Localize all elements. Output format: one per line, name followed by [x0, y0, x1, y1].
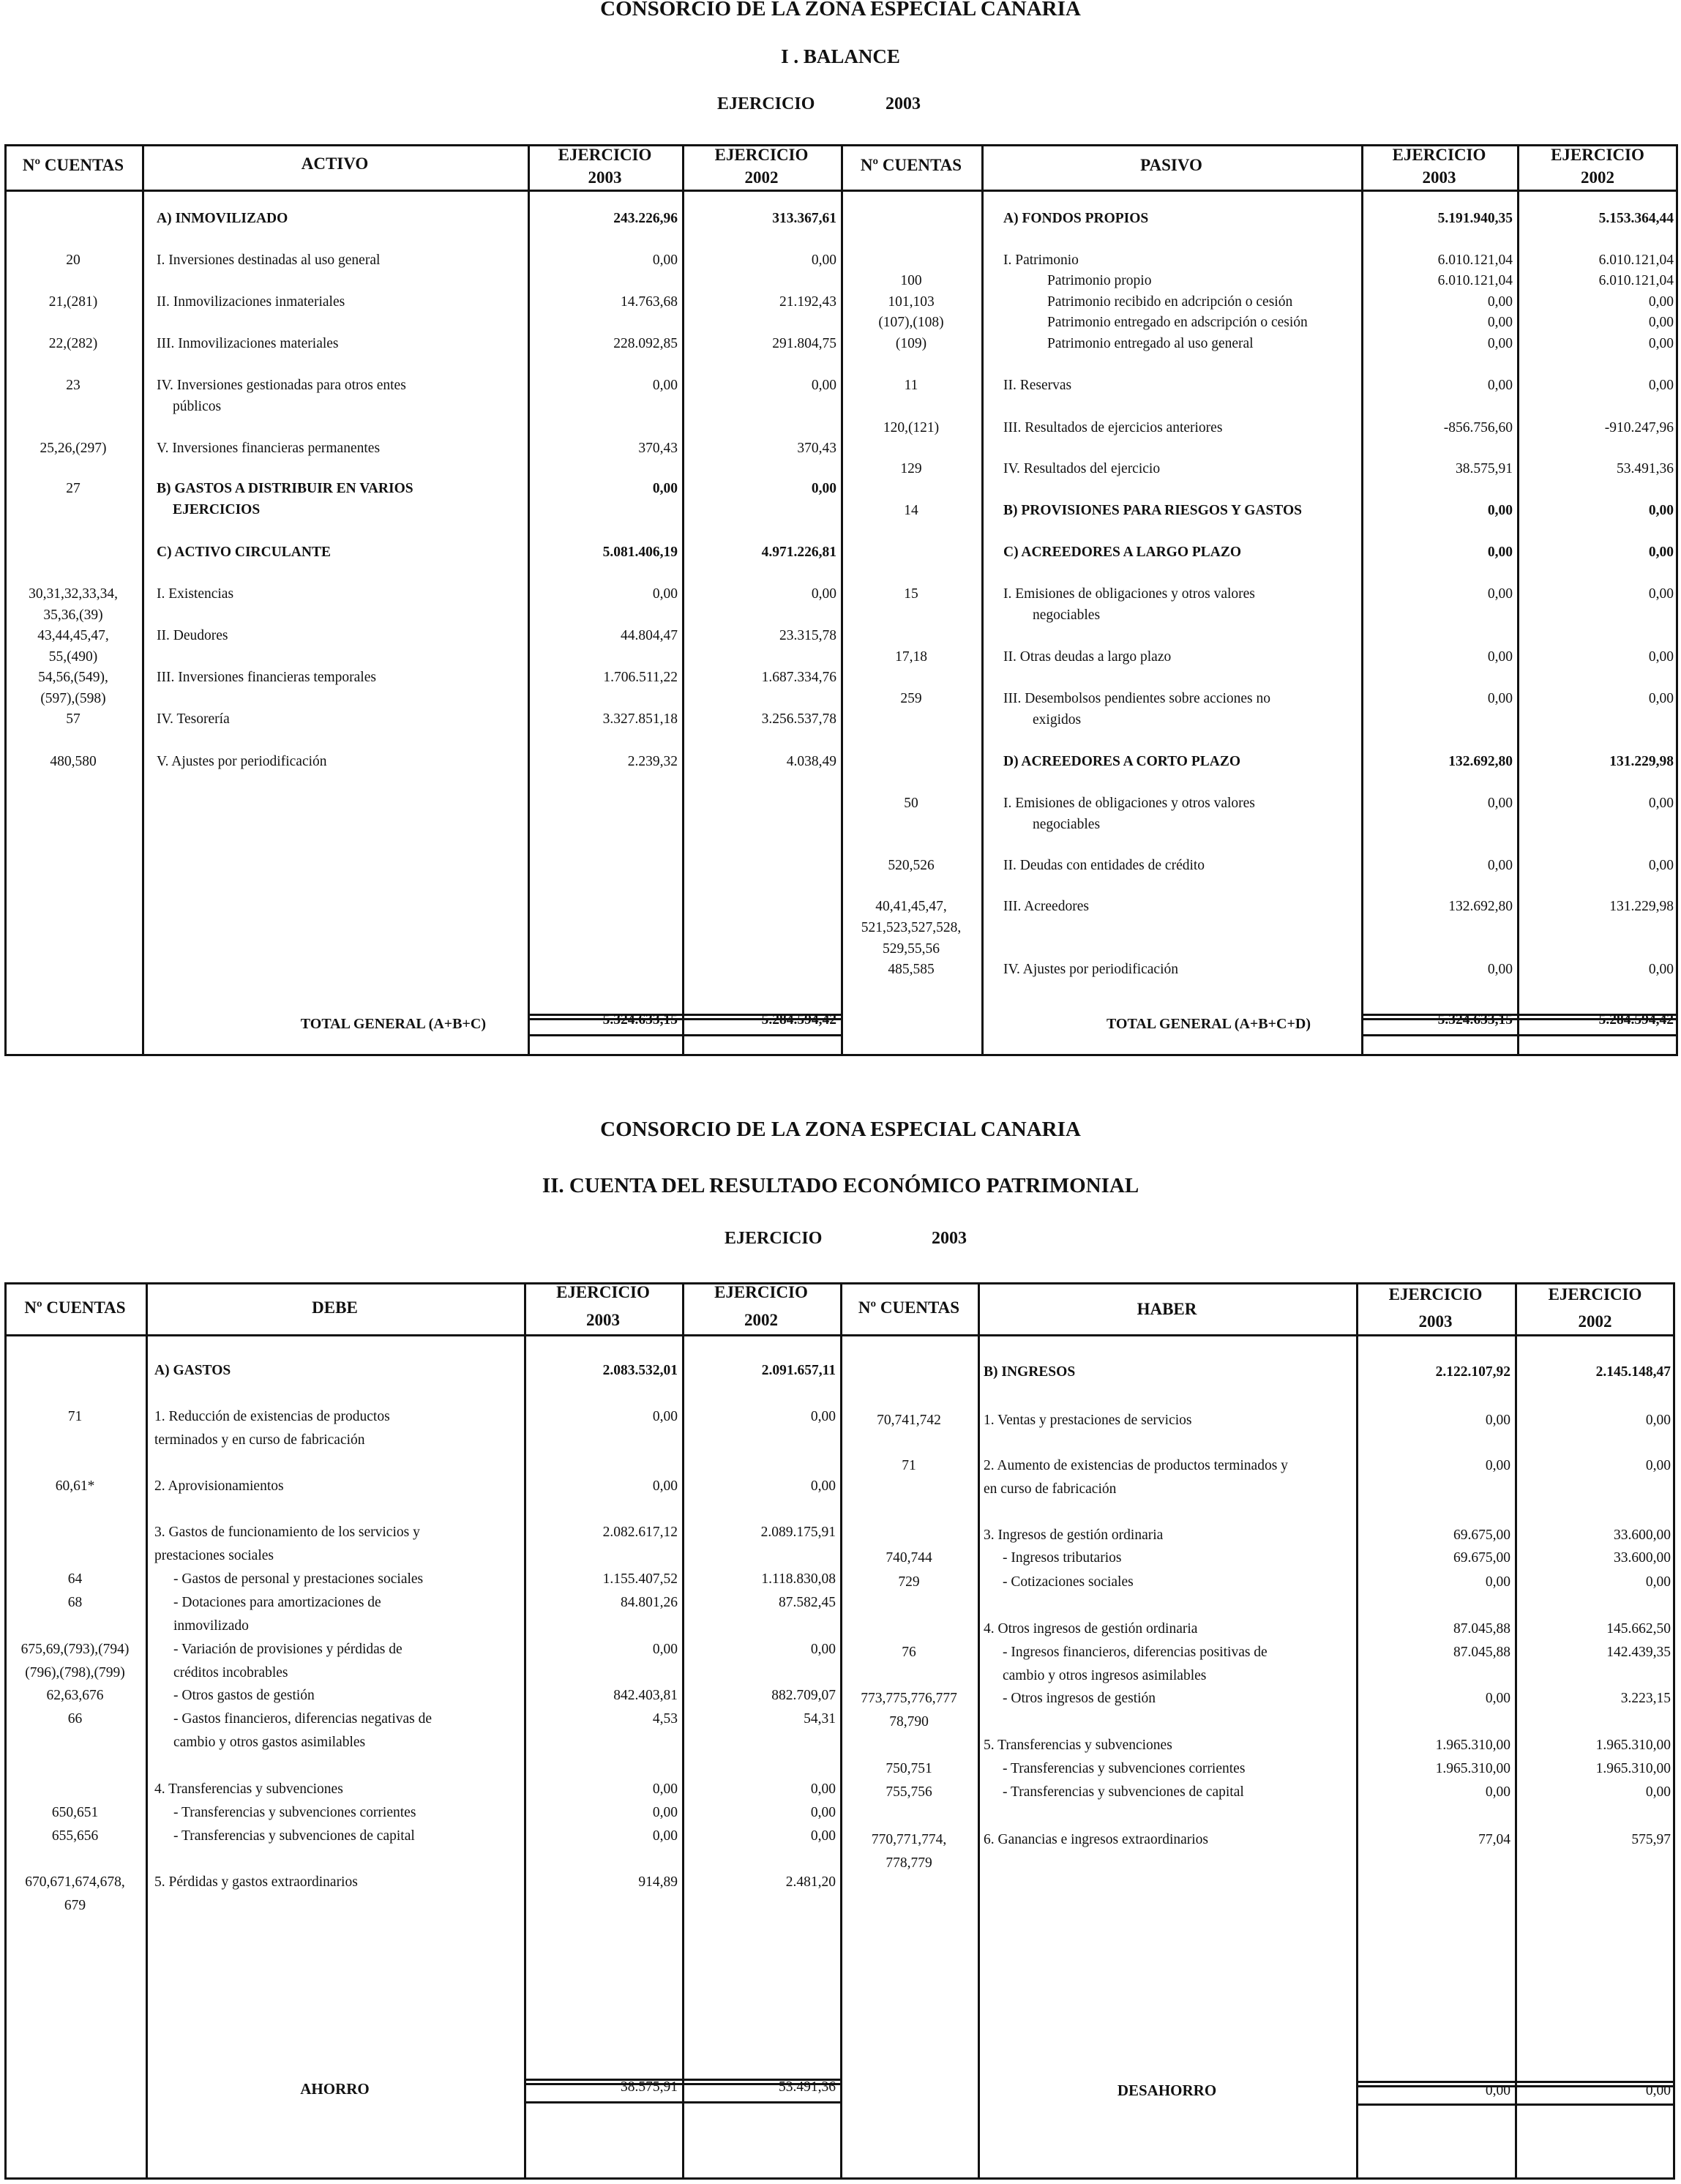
- cuentas-code: 750,751: [886, 1761, 932, 1776]
- col-header-ejercicio: EJERCICIO: [1388, 1285, 1483, 1304]
- value-2002: 1.965.310,00: [1595, 1761, 1671, 1776]
- value-2002: 4.038,49: [786, 754, 836, 769]
- cuentas-code: 54,56,(549),: [38, 670, 108, 685]
- col-header-year: 2002: [744, 168, 779, 187]
- cuentas-code: 55,(490): [48, 649, 98, 665]
- value-2003: 0,00: [1487, 691, 1513, 706]
- value-2002: 0,00: [1648, 294, 1674, 310]
- value-2003: 0,00: [1485, 1413, 1510, 1428]
- col-header-year: 2003: [1422, 168, 1456, 187]
- value-2003: 6.010.121,04: [1437, 253, 1513, 268]
- balance-ejercicio-year: 2003: [886, 94, 921, 113]
- value-2002: 0,00: [811, 253, 836, 268]
- row-label: III. Acreedores: [1003, 899, 1089, 914]
- value-2003: 87.045,88: [1453, 1621, 1510, 1637]
- row-label: III. Desembolsos pendientes sobre acciones no: [1003, 691, 1270, 706]
- cuentas-code: 773,775,776,777: [861, 1691, 957, 1706]
- value-2003: 2.083.532,01: [602, 1363, 678, 1378]
- cuentas-code: 64: [67, 1571, 83, 1587]
- col-header-cuentas: Nº CUENTAS: [860, 156, 962, 174]
- value-2002: 87.582,45: [779, 1595, 836, 1610]
- col-header-year: 2002: [744, 1311, 778, 1329]
- value-2002: 0,00: [1645, 1458, 1671, 1473]
- value-2003: 0,00: [1487, 336, 1513, 351]
- col-header-ejercicio: EJERCICIO: [1548, 1285, 1642, 1304]
- col-header-year: 2002: [1581, 168, 1614, 187]
- cuentas-code: 740,744: [886, 1550, 932, 1566]
- value-2003: 69.675,00: [1453, 1550, 1510, 1566]
- row-label: II. Deudores: [157, 628, 228, 643]
- col-header-activo: ACTIVO: [301, 154, 369, 173]
- resultado-ejercicio-label: EJERCICIO: [725, 1229, 823, 1248]
- row-label: A) FONDOS PROPIOS: [1003, 211, 1149, 226]
- value-2002: 53.491,36: [1617, 461, 1674, 476]
- value-2002: 0,00: [811, 586, 836, 602]
- row-label: créditos incobrables: [173, 1665, 288, 1680]
- value-2003: 0,00: [1487, 796, 1513, 811]
- value-2002: 0,00: [1648, 315, 1674, 330]
- row-label: terminados y en curso de fabricación: [154, 1432, 365, 1448]
- value-2002: 2.481,20: [785, 1874, 836, 1890]
- value-2002: 142.439,35: [1606, 1645, 1671, 1660]
- col-header-ejercicio: EJERCICIO: [556, 1283, 650, 1301]
- row-label: III. Inversiones financieras temporales: [157, 670, 376, 685]
- col-header-pasivo: PASIVO: [1140, 156, 1202, 174]
- cuentas-code: 120,(121): [883, 420, 940, 435]
- row-label: 5. Transferencias y subvenciones: [984, 1738, 1172, 1753]
- row-label: I. Existencias: [157, 586, 234, 602]
- value-2002: 0,00: [810, 1828, 836, 1844]
- value-2002: 0,00: [1648, 691, 1674, 706]
- value-2002: 313.367,61: [772, 211, 836, 226]
- value-2003: 0,00: [1487, 503, 1513, 518]
- value-2002: 0,00: [810, 1642, 836, 1657]
- value-2002: 3.256.537,78: [761, 711, 836, 727]
- value-2002: 882.709,07: [771, 1688, 836, 1703]
- cuentas-code: 76: [902, 1645, 916, 1660]
- cuentas-code: 50: [904, 796, 918, 811]
- total-activo-label: TOTAL GENERAL (A+B+C): [300, 1016, 486, 1032]
- cuentas-code: 27: [66, 481, 81, 496]
- cuentas-code: 11: [904, 378, 918, 393]
- value-2002: 0,00: [1645, 1413, 1671, 1428]
- value-2003: 5.081.406,19: [602, 545, 678, 560]
- value-2002: 0,00: [1648, 503, 1674, 518]
- value-2003: 0,00: [652, 481, 678, 496]
- cuentas-code: 679: [64, 1898, 86, 1913]
- value-2003: 5.191.940,35: [1437, 211, 1513, 226]
- value-2003: 0,00: [1487, 858, 1513, 873]
- value-2002: 0,00: [1648, 378, 1674, 393]
- value-2002: 54,31: [804, 1711, 836, 1727]
- value-2003: 1.965.310,00: [1435, 1761, 1510, 1776]
- row-label: 3. Gastos de funcionamiento de los servicios y: [154, 1525, 420, 1540]
- value-2003: 0,00: [652, 253, 678, 268]
- desahorro-2003: 0,00: [1485, 2083, 1510, 2098]
- cuentas-code: 14: [904, 503, 918, 518]
- row-label: 4. Otros ingresos de gestión ordinaria: [984, 1621, 1198, 1637]
- value-2003: 0,00: [652, 586, 678, 602]
- value-2002: 0,00: [1648, 336, 1674, 351]
- row-label: - Ingresos tributarios: [1003, 1550, 1122, 1566]
- cuentas-code: 30,31,32,33,34,: [29, 586, 118, 602]
- col-header-haber: HABER: [1137, 1300, 1197, 1318]
- cuentas-code: 21,(281): [48, 294, 98, 310]
- value-2002: -910.247,96: [1604, 420, 1674, 435]
- cuentas-code: (107),(108): [878, 315, 944, 330]
- value-2002: 291.804,75: [772, 336, 836, 351]
- desahorro-2002: 0,00: [1645, 2083, 1671, 2098]
- value-2003: 1.706.511,22: [603, 670, 678, 685]
- balance-ejercicio-label: EJERCICIO: [717, 94, 815, 113]
- cuentas-code: 770,771,774,: [871, 1832, 947, 1847]
- value-2003: 69.675,00: [1453, 1527, 1510, 1543]
- value-2003: 84.801,26: [621, 1595, 678, 1610]
- total-activo-2003: 5.324.633,15: [602, 1012, 678, 1028]
- value-2002: 0,00: [811, 378, 836, 393]
- cuentas-code: 101,103: [888, 294, 935, 310]
- row-label: - Gastos financieros, diferencias negativas de: [173, 1711, 433, 1727]
- col-header-cuentas: Nº CUENTAS: [858, 1298, 960, 1317]
- row-label: II. Reservas: [1003, 378, 1072, 393]
- value-2003: 914,89: [638, 1874, 678, 1890]
- value-2002: 0,00: [1645, 1784, 1671, 1800]
- value-2003: 4,53: [652, 1711, 678, 1727]
- value-2002: 1.965.310,00: [1595, 1738, 1671, 1753]
- cuentas-code: 70,741,742: [877, 1413, 941, 1428]
- value-2003: 1.155.407,52: [602, 1571, 678, 1587]
- cuentas-code: (109): [895, 336, 927, 351]
- cuentas-code: 78,790: [889, 1714, 929, 1729]
- value-2003: 0,00: [1487, 586, 1513, 602]
- cuentas-code: 259: [900, 691, 922, 706]
- cuentas-code: 60,61*: [55, 1478, 95, 1494]
- value-2002: 0,00: [1648, 858, 1674, 873]
- cuentas-code: 655,656: [51, 1828, 99, 1844]
- cuentas-code: 100: [900, 273, 922, 288]
- row-label: 1. Ventas y prestaciones de servicios: [984, 1413, 1192, 1428]
- value-2003: 132.692,80: [1448, 899, 1513, 914]
- row-label: cambio y otros ingresos asimilables: [1003, 1668, 1207, 1683]
- row-label: - Cotizaciones sociales: [1003, 1574, 1134, 1590]
- row-label: II. Inmovilizaciones inmateriales: [157, 294, 345, 310]
- cuentas-code: 755,756: [886, 1784, 932, 1800]
- value-2003: 228.092,85: [613, 336, 678, 351]
- col-header-ejercicio: EJERCICIO: [714, 1283, 808, 1301]
- value-2002: 0,00: [810, 1781, 836, 1797]
- row-label: inmovilizado: [173, 1618, 249, 1634]
- row-label: - Transferencias y subvenciones de capital: [173, 1828, 415, 1844]
- cuentas-code: 670,671,674,678,: [25, 1874, 125, 1890]
- total-pasivo-label: TOTAL GENERAL (A+B+C+D): [1106, 1016, 1311, 1032]
- cuentas-code: 62,63,676: [46, 1688, 104, 1703]
- value-2002: 2.089.175,91: [760, 1525, 836, 1540]
- value-2003: 0,00: [652, 378, 678, 393]
- row-label: EJERCICIOS: [173, 502, 261, 517]
- row-label: - Otros ingresos de gestión: [1003, 1691, 1156, 1706]
- value-2003: 2.122.107,92: [1435, 1364, 1510, 1380]
- value-2002: 131.229,98: [1609, 754, 1674, 769]
- value-2002: 0,00: [1648, 962, 1674, 977]
- cuentas-code: 66: [67, 1711, 83, 1727]
- cuentas-code: 485,585: [888, 962, 935, 977]
- value-2002: 0,00: [1645, 1574, 1671, 1590]
- value-2003: 0,00: [652, 1805, 678, 1820]
- value-2003: -856.756,60: [1443, 420, 1513, 435]
- value-2003: 1.965.310,00: [1435, 1738, 1510, 1753]
- row-label: I. Inversiones destinadas al uso general: [157, 253, 381, 268]
- value-2003: 0,00: [1487, 649, 1513, 665]
- value-2002: 4.971.226,81: [761, 545, 836, 560]
- row-label: V. Ajustes por periodificación: [157, 754, 327, 769]
- col-header-debe: DEBE: [312, 1298, 358, 1317]
- value-2003: 0,00: [1485, 1458, 1510, 1473]
- col-header-year: 2003: [1418, 1312, 1453, 1331]
- row-label: C) ACTIVO CIRCULANTE: [157, 545, 331, 560]
- resultado-subtitle: II. CUENTA DEL RESULTADO ECONÓMICO PATRIMONIAL: [542, 1174, 1139, 1197]
- row-label: - Transferencias y subvenciones corrientes: [173, 1805, 416, 1820]
- ahorro-2002: 53.491,36: [779, 2079, 836, 2095]
- cuentas-code: 71: [67, 1409, 83, 1424]
- value-2003: 0,00: [652, 1781, 678, 1797]
- value-2003: 370,43: [638, 441, 678, 456]
- cuentas-code: 529,55,56: [883, 941, 940, 957]
- cuentas-code: 521,523,527,528,: [861, 920, 962, 935]
- balance-title: CONSORCIO DE LA ZONA ESPECIAL CANARIA: [600, 0, 1081, 20]
- value-2002: 0,00: [810, 1409, 836, 1424]
- value-2002: 575,97: [1631, 1832, 1671, 1847]
- row-label: - Ingresos financieros, diferencias positivas de: [1003, 1645, 1268, 1660]
- value-2003: 0,00: [1487, 545, 1513, 560]
- row-label: 4. Transferencias y subvenciones: [154, 1781, 343, 1797]
- cuentas-code: (597),(598): [40, 691, 106, 706]
- row-label: Patrimonio entregado en adscripción o cesión: [1047, 315, 1308, 330]
- value-2003: 44.804,47: [621, 628, 678, 643]
- value-2002: 145.662,50: [1606, 1621, 1671, 1637]
- row-label: - Variación de provisiones y pérdidas de: [173, 1642, 403, 1657]
- value-2002: 2.091.657,11: [761, 1363, 836, 1378]
- row-label: 2. Aprovisionamientos: [154, 1478, 284, 1494]
- row-label: - Dotaciones para amortizaciones de: [173, 1595, 381, 1610]
- value-2003: 2.082.617,12: [602, 1525, 678, 1540]
- row-label: IV. Resultados del ejercicio: [1003, 461, 1161, 476]
- value-2003: 2.239,32: [627, 754, 678, 769]
- value-2003: 0,00: [1487, 294, 1513, 310]
- col-header-cuentas: Nº CUENTAS: [24, 1298, 126, 1317]
- cuentas-code: 71: [902, 1458, 916, 1473]
- value-2003: 38.575,91: [1456, 461, 1513, 476]
- col-header-ejercicio: EJERCICIO: [1551, 146, 1644, 164]
- row-label: IV. Ajustes por periodificación: [1003, 962, 1179, 977]
- row-label: Patrimonio propio: [1047, 273, 1152, 288]
- value-2003: 6.010.121,04: [1437, 273, 1513, 288]
- value-2002: 131.229,98: [1609, 899, 1674, 914]
- row-label: IV. Tesorería: [157, 711, 230, 727]
- row-label: cambio y otros gastos asimilables: [173, 1735, 366, 1750]
- row-label: B) INGRESOS: [984, 1364, 1076, 1380]
- row-label: en curso de fabricación: [984, 1481, 1117, 1497]
- cuentas-code: 57: [66, 711, 81, 727]
- value-2002: 0,00: [1648, 545, 1674, 560]
- value-2002: 5.153.364,44: [1598, 211, 1674, 226]
- value-2003: 14.763,68: [621, 294, 678, 310]
- total-pasivo-2003: 5.324.633,15: [1437, 1012, 1513, 1028]
- row-label: A) INMOVILIZADO: [157, 211, 288, 226]
- cuentas-code: 68: [67, 1595, 83, 1610]
- value-2002: 1.687.334,76: [761, 670, 836, 685]
- value-2002: 0,00: [1648, 586, 1674, 602]
- cuentas-code: 675,69,(793),(794): [20, 1642, 130, 1657]
- row-label: A) GASTOS: [154, 1363, 231, 1378]
- value-2003: 77,04: [1478, 1832, 1510, 1847]
- row-label: - Transferencias y subvenciones de capital: [1003, 1784, 1244, 1800]
- value-2002: 23.315,78: [779, 628, 836, 643]
- row-label: I. Emisiones de obligaciones y otros valores: [1003, 586, 1255, 602]
- row-label: públicos: [173, 399, 222, 414]
- value-2002: 2.145.148,47: [1595, 1364, 1671, 1380]
- row-label: D) ACREEDORES A CORTO PLAZO: [1003, 754, 1241, 769]
- col-header-year: 2003: [586, 1311, 620, 1329]
- cuentas-code: 480,580: [50, 754, 97, 769]
- value-2002: 0,00: [1648, 649, 1674, 665]
- col-header-ejercicio: EJERCICIO: [714, 146, 809, 164]
- cuentas-code: 43,44,45,47,: [37, 628, 109, 643]
- value-2002: 33.600,00: [1614, 1550, 1671, 1566]
- cuentas-code: 40,41,45,47,: [875, 899, 947, 914]
- row-label: B) GASTOS A DISTRIBUIR EN VARIOS: [157, 481, 413, 496]
- row-label: II. Otras deudas a largo plazo: [1003, 649, 1172, 665]
- value-2002: 33.600,00: [1614, 1527, 1671, 1543]
- value-2002: 370,43: [797, 441, 836, 456]
- value-2002: 3.223,15: [1620, 1691, 1671, 1706]
- value-2003: 0,00: [1485, 1691, 1510, 1706]
- total-activo-2002: 5.284.594,42: [761, 1012, 836, 1028]
- col-header-year: 2003: [588, 168, 622, 187]
- cuentas-code: 35,36,(39): [43, 607, 103, 623]
- balance-subtitle: I . BALANCE: [781, 45, 900, 67]
- cuentas-code: 20: [66, 253, 81, 268]
- row-label: IV. Inversiones gestionadas para otros entes: [157, 378, 406, 393]
- row-label: II. Deudas con entidades de crédito: [1003, 858, 1205, 873]
- cuentas-code: 520,526: [888, 858, 935, 873]
- cuentas-code: 22,(282): [48, 336, 98, 351]
- cuentas-code: 778,779: [886, 1855, 932, 1871]
- value-2002: 0,00: [811, 481, 836, 496]
- value-2002: 0,00: [810, 1478, 836, 1494]
- cuentas-code: 650,651: [51, 1805, 99, 1820]
- row-label: - Otros gastos de gestión: [173, 1688, 315, 1703]
- cuentas-code: 17,18: [895, 649, 927, 665]
- col-header-year: 2002: [1578, 1312, 1612, 1331]
- row-label: 6. Ganancias e ingresos extraordinarios: [984, 1832, 1209, 1847]
- cuentas-code: 25,26,(297): [40, 441, 107, 456]
- desahorro-label: DESAHORRO: [1117, 2082, 1217, 2099]
- cuentas-code: 15: [904, 586, 918, 602]
- value-2003: 0,00: [1485, 1784, 1510, 1800]
- row-label: prestaciones sociales: [154, 1548, 274, 1563]
- value-2002: 1.118.830,08: [761, 1571, 836, 1587]
- cuentas-code: 23: [66, 378, 81, 393]
- row-label: exigidos: [1033, 712, 1082, 728]
- col-header-cuentas: Nº CUENTAS: [22, 156, 124, 174]
- row-label: B) PROVISIONES PARA RIESGOS Y GASTOS: [1003, 503, 1302, 518]
- total-pasivo-2002: 5.284.594,42: [1598, 1012, 1674, 1028]
- value-2003: 243.226,96: [613, 211, 678, 226]
- value-2002: 6.010.121,04: [1598, 253, 1674, 268]
- row-label: 1. Reducción de existencias de productos: [154, 1409, 390, 1424]
- cuentas-code: 729: [898, 1574, 920, 1590]
- value-2003: 0,00: [652, 1409, 678, 1424]
- value-2002: 21.192,43: [779, 294, 836, 310]
- value-2003: 0,00: [1485, 1574, 1510, 1590]
- value-2002: 0,00: [810, 1805, 836, 1820]
- row-label: C) ACREEDORES A LARGO PLAZO: [1003, 545, 1242, 560]
- cuentas-code: (796),(798),(799): [25, 1665, 125, 1680]
- row-label: negociables: [1033, 817, 1101, 832]
- value-2003: 132.692,80: [1448, 754, 1513, 769]
- value-2003: 0,00: [652, 1828, 678, 1844]
- cuentas-code: 129: [900, 461, 922, 476]
- value-2003: 0,00: [1487, 378, 1513, 393]
- resultado-title: CONSORCIO DE LA ZONA ESPECIAL CANARIA: [600, 1118, 1081, 1141]
- row-label: III. Resultados de ejercicios anteriores: [1003, 420, 1223, 435]
- value-2002: 0,00: [1648, 796, 1674, 811]
- row-label: 2. Aumento de existencias de productos terminados y: [984, 1458, 1288, 1473]
- value-2002: 6.010.121,04: [1598, 273, 1674, 288]
- row-label: III. Inmovilizaciones materiales: [157, 336, 339, 351]
- value-2003: 842.403,81: [613, 1688, 678, 1703]
- row-label: Patrimonio recibido en adcripción o cesión: [1047, 294, 1293, 310]
- row-label: I. Emisiones de obligaciones y otros valores: [1003, 796, 1255, 811]
- row-label: Patrimonio entregado al uso general: [1047, 336, 1254, 351]
- col-header-ejercicio: EJERCICIO: [1392, 146, 1486, 164]
- row-label: V. Inversiones financieras permanentes: [157, 441, 381, 456]
- ahorro-label: AHORRO: [300, 2080, 370, 2098]
- row-label: I. Patrimonio: [1003, 253, 1079, 268]
- value-2003: 0,00: [652, 1478, 678, 1494]
- value-2003: 0,00: [1487, 315, 1513, 330]
- value-2003: 0,00: [1487, 962, 1513, 977]
- col-header-ejercicio: EJERCICIO: [558, 146, 652, 164]
- row-label: negociables: [1033, 607, 1101, 623]
- row-label: 5. Pérdidas y gastos extraordinarios: [154, 1874, 358, 1890]
- ahorro-2003: 38.575,91: [621, 2079, 678, 2095]
- value-2003: 0,00: [652, 1642, 678, 1657]
- value-2003: 87.045,88: [1453, 1645, 1510, 1660]
- resultado-ejercicio-year: 2003: [932, 1229, 967, 1248]
- row-label: 3. Ingresos de gestión ordinaria: [984, 1527, 1164, 1543]
- value-2003: 3.327.851,18: [602, 711, 678, 727]
- row-label: - Transferencias y subvenciones corrientes: [1003, 1761, 1246, 1776]
- row-label: - Gastos de personal y prestaciones sociales: [173, 1571, 424, 1587]
